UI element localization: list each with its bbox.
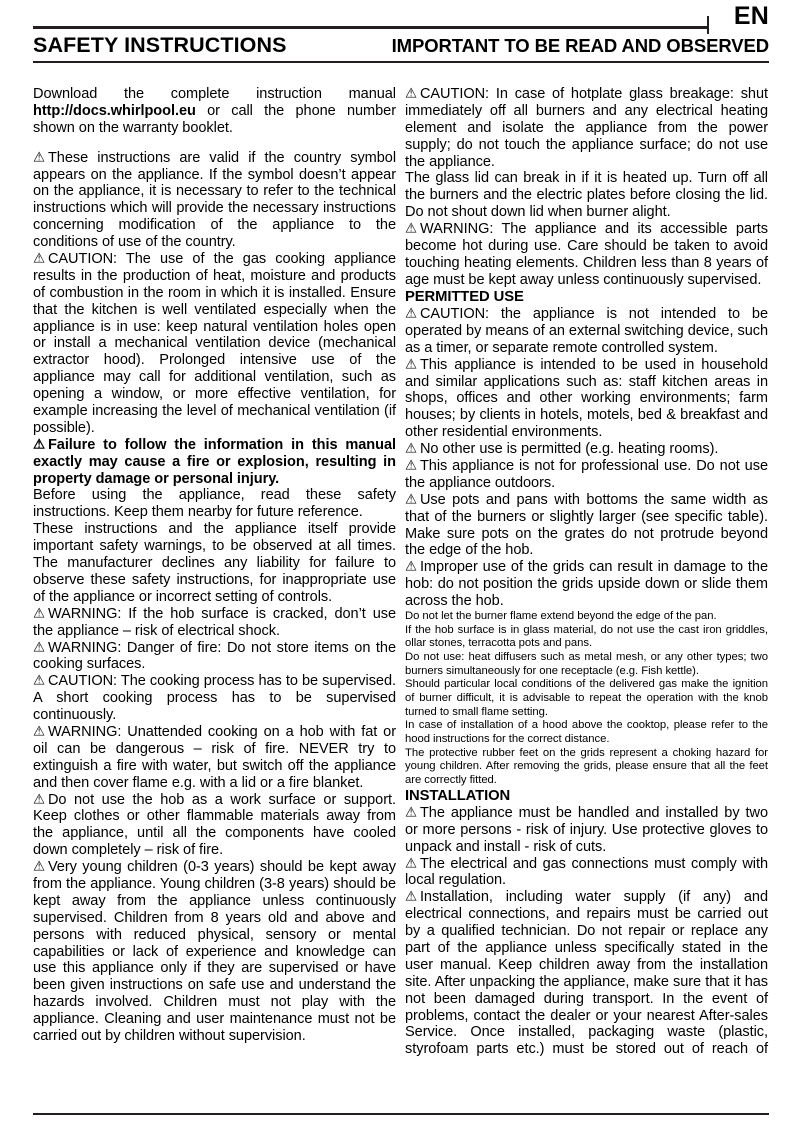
paragraph-text: This appliance is intended to be used in household and similar applications such as: staff kitchen areas in shops, offices and other working environments; farm houses; by clients in hotels, motels, bed & breakfast and other residential environments.: [405, 356, 768, 441]
paragraph-text: If the hob surface is in glass material, do not use the cast iron griddles, ollar stones, terracotta pots and pans.: [405, 623, 768, 650]
paragraph-text: Installation, including water supply (if any) and electrical connections, and repairs must be carried out by a qualified technician. Do not repair or replace any part of the appliance unless specifically stated in the user manual. Keep children away from the installation site. After unpacking the appliance, make sure that it has not been damaged during transport. In the event of problems, contact the dealer or your nearest After-sales Service. Once installed, packaging waste (plastic, styrofoam parts etc.) must be stored out of reach of: [405, 889, 768, 1058]
safety-paragraph: [33, 606, 396, 640]
paragraph-text: The appliance must be handled and installed by two or more persons - risk of injury. Use protective gloves to unpack and install - risk of cuts.: [405, 804, 768, 855]
language-code: EN: [733, 2, 769, 30]
safety-paragraph: [33, 859, 396, 1045]
safety-paragraph: [33, 437, 396, 488]
paragraph-text: No other use is permitted (e.g. heating rooms).: [419, 441, 719, 458]
safety-paragraph: [405, 458, 768, 492]
fine-print-paragraph: [405, 719, 768, 746]
section-heading: PERMITTED USE: [405, 288, 524, 305]
safety-paragraph: [33, 251, 396, 437]
paragraph-text: Before using the appliance, read these safety instructions. Keep them nearby for future reference.: [33, 487, 396, 521]
warning-triangle-icon: ⚠: [33, 723, 46, 739]
safety-paragraph: [405, 856, 768, 890]
safety-paragraph: [405, 889, 768, 1058]
page-subtitle: IMPORTANT TO BE READ AND OBSERVED: [391, 35, 769, 56]
paragraph-text: WARNING: If the hob surface is cracked, don’t use the appliance – risk of electrical shock.: [33, 605, 396, 639]
paragraph-text: The protective rubber feet on the grids represent a choking hazard for young children. After removing the grids, please ensure that all the feet are correctly fitted.: [405, 746, 768, 786]
left-column: [33, 86, 396, 1058]
fine-print-paragraph: [405, 678, 768, 719]
safety-paragraph: [405, 492, 768, 560]
safety-paragraph: [33, 86, 396, 137]
paragraph-text: Do not use: heat diffusers such as metal mesh, or any other types; two burners simultaneously for one receptacle (e.g. Fish kettle).: [405, 650, 768, 677]
warning-triangle-icon: ⚠: [405, 804, 418, 820]
warning-triangle-icon: ⚠: [33, 149, 46, 165]
fine-print-paragraph: [405, 624, 768, 651]
safety-paragraph: [405, 441, 768, 458]
safety-paragraph: [405, 170, 768, 221]
paragraph-text: Should particular local conditions of the delivered gas make the ignition of burner difficult, it is advisable to repeat the operation with the knob turned to small flame setting.: [405, 678, 768, 718]
paragraph-text: CAUTION: The use of the gas cooking appliance results in the production of heat, moisture and products of combustion in the room in which it is installed. Ensure that the kitchen is well ventilated especially when the appliance is in use: keep natural ventilation holes open or install a mechanical ventilation device (mechanical extractor hood). Prolonged intensive use of the appliance may call for additional ventilation, such as opening a window, or more effective ventilation, for example increasing the level of mechanical ventilation (if possible).: [33, 251, 396, 436]
safety-paragraph: [33, 724, 396, 792]
warning-triangle-icon: ⚠: [405, 491, 418, 507]
paragraph-text: The glass lid can break in if it is heated up. Turn off all the burners and the electric plates before closing the lid. Do not shout down lid when burner alight.: [405, 170, 768, 221]
safety-paragraph: [405, 805, 768, 856]
paragraph-text: WARNING: Unattended cooking on a hob with fat or oil can be dangerous – risk of fire. NEVER try to extinguish a fire with water, but switch off the appliance and then cover flame e.g. with a lid or a fire blanket.: [33, 723, 396, 791]
page-header: [33, 2, 769, 63]
inline-text: Download the complete instruction manual: [33, 86, 396, 102]
paragraph-text: The electrical and gas connections must comply with local regulation.: [405, 855, 768, 889]
header-title-row: [33, 33, 769, 60]
inline-text: or call the phone number shown on the warranty booklet.: [33, 102, 396, 136]
warning-triangle-icon: ⚠: [405, 888, 418, 904]
paragraph-text: CAUTION: In case of hotplate glass breakage: shut immediately off all burners and any electrical heating element and isolate the appliance from the power supply; do not touch the appliance surface; do not use the appliance.: [405, 86, 768, 170]
inline-emphasis: http://docs.whirlpool.eu: [33, 102, 196, 119]
section-heading: INSTALLATION: [405, 787, 511, 804]
paragraph-text: Failure to follow the information in this manual exactly may cause a fire or explosion, resulting in property damage or personal injury.: [33, 436, 396, 487]
paragraph-text: WARNING: The appliance and its accessible parts become hot during use. Care should be taken to avoid touching heating elements. Children less than 8 years of age must be kept away unless continuously supervised.: [405, 221, 768, 288]
safety-paragraph: [405, 306, 768, 357]
paragraph-text: These instructions are valid if the country symbol appears on the appliance. If the symbol doesn’t appear on the appliance, it is necessary to refer to the technical instructions which will provide the necessary instructions concerning modification of the appliance to the conditions of use of the country.: [33, 149, 396, 251]
footer-rule: [33, 1113, 769, 1115]
warning-triangle-icon: ⚠: [405, 85, 418, 101]
warning-triangle-icon: ⚠: [405, 220, 418, 236]
safety-paragraph: [33, 792, 396, 860]
safety-paragraph: [405, 86, 768, 170]
paragraph-text: Very young children (0-3 years) should be kept away from the appliance. Young children (3-8 years) should be kept away from the appliance unless continuously supervised. Children from 8 years old and above and persons with reduced physical, sensory or mental capabilities or lack of experience and knowledge can use this appliance only if they are supervised or have been given instructions on safe use and understand the hazards involved. Children must not play with the appliance. Cleaning and user maintenance must not be carried out by children without supervision.: [33, 859, 396, 1044]
warning-triangle-icon: ⚠: [405, 855, 418, 871]
right-column: [405, 86, 768, 1058]
warning-triangle-icon: ⚠: [33, 858, 46, 874]
warning-triangle-icon: ⚠: [33, 791, 46, 807]
warning-triangle-icon: ⚠: [405, 457, 418, 473]
header-bottom-rule: [33, 61, 769, 63]
warning-triangle-icon: ⚠: [33, 639, 46, 654]
fine-print-paragraph: [405, 610, 768, 624]
warning-triangle-icon: ⚠: [405, 305, 418, 321]
fine-print-paragraph: [405, 747, 768, 788]
paragraph-text: WARNING: Danger of fire: Do not store items on the cooking surfaces.: [33, 639, 396, 673]
paragraph-text: Improper use of the grids can result in damage to the hob: do not position the grids upside down or slide them across the hob.: [405, 559, 768, 610]
safety-paragraph: [33, 640, 396, 674]
paragraph-text: This appliance is not for professional use. Do not use the appliance outdoors.: [405, 458, 768, 491]
safety-paragraph: [405, 357, 768, 441]
warning-triangle-icon: ⚠: [33, 436, 46, 452]
warning-triangle-icon: ⚠: [405, 440, 418, 456]
header-rule-tick: [707, 16, 709, 34]
safety-paragraph: [33, 521, 396, 605]
paragraph-text: Use pots and pans with bottoms the same width as that of the burners or slightly larger (see specific table). Make sure pots on the grates do not protrude beyond the edge of the hob.: [405, 491, 768, 559]
warning-triangle-icon: ⚠: [33, 672, 46, 688]
safety-paragraph: [405, 221, 768, 289]
warning-triangle-icon: ⚠: [33, 250, 46, 266]
paragraph-text: Do not let the burner flame extend beyond the edge of the pan.: [405, 610, 717, 623]
paragraph-text: CAUTION: the appliance is not intended to be operated by means of an external switching device, such as a timer, or separate remote controlled system.: [405, 305, 768, 356]
safety-paragraph: [33, 487, 396, 521]
paragraph-text: CAUTION: The cooking process has to be supervised. A short cooking process has to be supervised continuously.: [33, 673, 396, 724]
warning-triangle-icon: ⚠: [405, 356, 418, 372]
safety-paragraph: [33, 673, 396, 724]
warning-triangle-icon: ⚠: [405, 558, 418, 574]
header-top-rule: [33, 26, 709, 29]
two-column-body: [33, 86, 769, 1058]
fine-print-paragraph: [405, 651, 768, 678]
paragraph-text: In case of installation of a hood above the cooktop, please refer to the hood instructions for the correct distance.: [405, 719, 768, 745]
safety-paragraph: [405, 559, 768, 610]
paragraph-text: Do not use the hob as a work surface or support. Keep clothes or other flammable materials away from the appliance, until all the components have cooled down completely – risk of fire.: [33, 791, 396, 859]
warning-triangle-icon: ⚠: [33, 605, 46, 621]
page-title: SAFETY INSTRUCTIONS: [33, 33, 287, 57]
paragraph-text: These instructions and the appliance itself provide important safety warnings, to be observed at all times. The manufacturer declines any liability for failure to observe these safety instructions, for inappropriate use of the appliance or incorrect setting of controls.: [33, 521, 396, 605]
safety-paragraph: [33, 150, 396, 251]
